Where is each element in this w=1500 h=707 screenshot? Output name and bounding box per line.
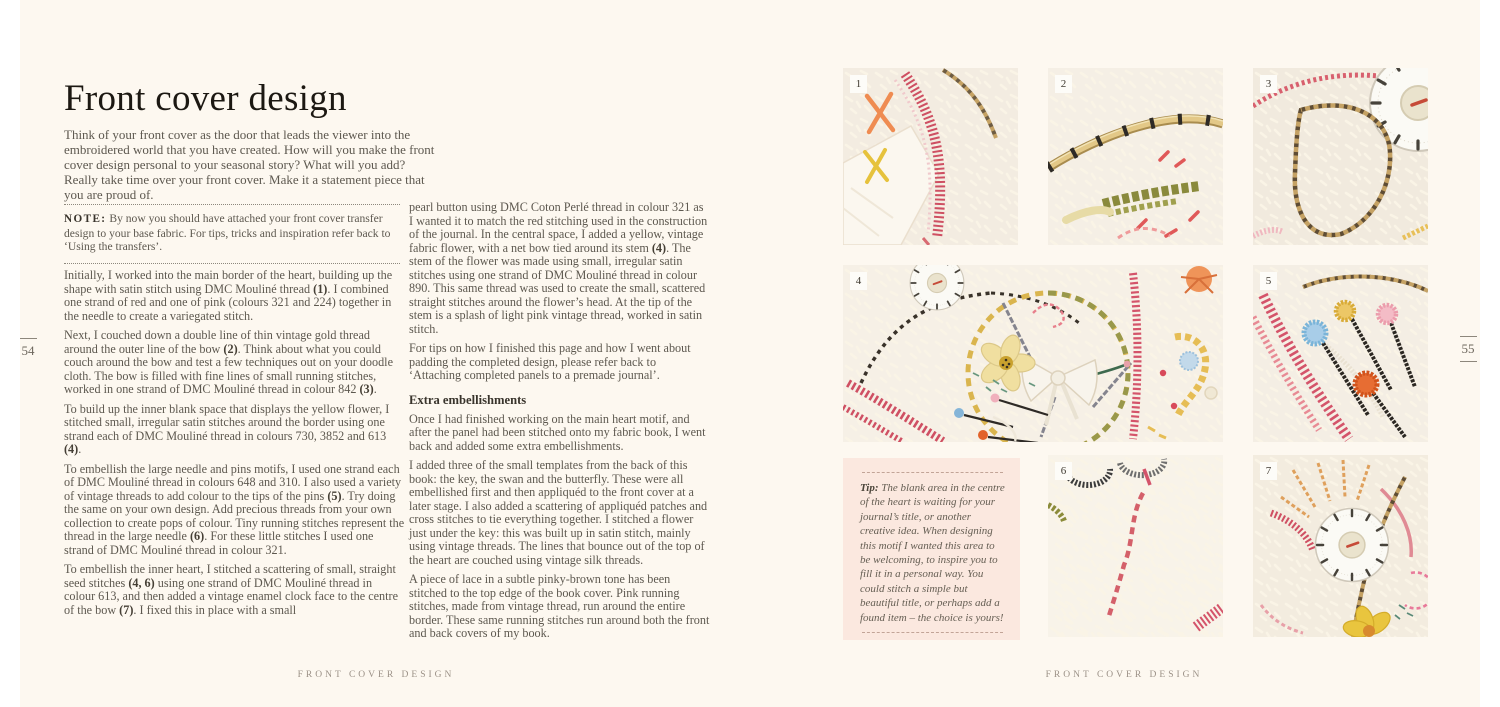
intro-paragraph: Think of your front cover as the door that leads the viewer into the embroidered world that you have created. How will you make the front cover design personal to your seasonal story? What will you add? Really take time over your front cover. Make it a statement piece that you are proud of.	[64, 127, 435, 202]
figure-number-badge: 3	[1260, 75, 1277, 93]
paragraph: For tips on how I finished this page and how I went about padding the completed design, please refer back to ‘Attaching completed panels to a premade journal’.	[409, 341, 691, 382]
figure-number-badge: 2	[1055, 75, 1072, 93]
figure-1-photo	[843, 68, 1018, 245]
figure-number-badge: 7	[1260, 462, 1277, 480]
page-number-value: 54	[21, 343, 35, 358]
tip-rule-bottom	[862, 632, 1003, 633]
paragraph: To embellish the inner heart, I stitched a scattering of small, straight seed stitches (4, 6) using one strand of DMC Mouliné thread in colour 613, and then added a vintage enamel clock face to the centre of the bow (7). I fixed this in place with a small	[64, 562, 398, 617]
figure-number-badge: 6	[1055, 462, 1072, 480]
embroidery-seed-stitches-illustration	[1048, 455, 1223, 637]
figure-7-photo	[1253, 455, 1428, 637]
embroidery-centre-motif-illustration	[843, 265, 1223, 442]
orange-pin-head	[1355, 373, 1377, 395]
paragraph: To embellish the large needle and pins motifs, I used one strand each of DMC Mouliné thread in colours 648 and 310. I also used a variety of vintage threads to add colour to the tips of the pins (5). Try doing the same on your own design. Add precious threads from your own collection to create pops of colour. Tiny running stitches represent the thread in the large needle (6). For these little stitches I used one strand of DMC Mouliné thread in colour 321.	[64, 461, 405, 557]
paragraph: pearl button using DMC Coton Perlé thread in colour 321 as I wanted it to match the red stitching used in the construction of the journal. In the central space, I added a yellow, vintage fabric flower, with a net bow tied around its stem (4). The stem of the flower was made using small, irregular satin stitches using one strand of DMC Mouliné thread in colour 890. This same thread was used to create the small, scattered straight stitches around the flower’s head. At the tip of the stem is a splash of light pink vintage thread, worked in satin stitch.	[409, 200, 708, 336]
pink-pin-head	[1378, 305, 1396, 323]
page-number-rule	[1460, 336, 1477, 337]
figure-2-photo	[1048, 68, 1223, 245]
clock-face-icon	[1316, 509, 1389, 582]
tip-rule-top	[862, 472, 1003, 473]
paragraph: Once I had finished working on the main heart motif, and after the panel had been stitched onto my fabric book, I went back and added some extra embellishments.	[409, 411, 706, 453]
embroidery-pins-illustration	[1253, 265, 1428, 442]
tip-box	[843, 458, 1020, 640]
tip-paragraph	[860, 481, 1005, 625]
figure-4-photo	[843, 265, 1223, 442]
paragraph: Initially, I worked into the main border of the heart, building up the shape with satin stitch using DMC Mouliné thread (1). I combined one strand of red and one of pink (colours 321 and 224) together in the needle to create a variegated stitch.	[64, 268, 393, 323]
embroidery-clock-button-illustration	[1253, 455, 1428, 637]
book-spread	[20, 0, 1480, 707]
note-text: By now you should have attached your front cover transfer design to your base fabric. For tips, tricks and inspiration refer back to ‘Using the transfers’.	[64, 212, 391, 254]
section-heading: Extra embellishments	[409, 392, 527, 407]
paragraph: To build up the inner blank space that displays the yellow flower, I stitched small, irregular satin stitches around the border using one strand each of DMC Mouliné thread in colours 730, 3852 and 613 (4).	[64, 401, 390, 456]
body-column-2	[409, 201, 710, 647]
paragraph: Next, I couched down a double line of thin vintage gold thread around the outer line of the bow (2). Think about what you could couch around the bow and test a few techniques out on your doodle cloth. The bow is filled with fine lines of small running stitches, worked in one strand of DMC Mouliné thread in colour 842 (3).	[64, 328, 393, 396]
figure-6-photo	[1048, 455, 1223, 637]
embroidery-beaded-outline-illustration	[1253, 68, 1428, 245]
yellow-pin-head	[1336, 302, 1354, 320]
page-number-rule	[1460, 361, 1477, 362]
page-number-value: 55	[1461, 341, 1475, 356]
figure-5-photo	[1253, 265, 1428, 442]
body-column-1	[64, 269, 405, 623]
running-footer-left: FRONT COVER DESIGN	[297, 670, 455, 680]
paragraph: A piece of lace in a subtle pinky-brown tone has been stitched to the top edge of the book cover. Pink running stitches, made from vintage thread, run around the entire border. These same running stitches run around both the front and back covers of my book.	[409, 572, 710, 640]
page-number-right	[1448, 336, 1488, 362]
note-box	[64, 204, 400, 264]
tip-text: The blank area in the centre of the heart is waiting for your journal’s title, or another creative idea. When designing this motif I wanted this area to be welcoming, to inspire you to fill it in a personal way. You could stitch a simple but beautiful title, or perhaps add a found item – the choice is yours!	[860, 482, 1005, 624]
page-number-left	[8, 338, 48, 359]
note-label: NOTE:	[64, 213, 107, 225]
page-title: Front cover design	[64, 77, 347, 119]
figure-number-badge: 1	[850, 75, 867, 93]
embroidery-gold-couching-illustration	[1048, 68, 1223, 245]
figure-3-photo	[1253, 68, 1428, 245]
tip-label: Tip:	[860, 482, 879, 494]
paragraph: I added three of the small templates from the back of this book: the key, the swan and the butterfly. These were all embellished first and then appliquéd to the front cover at a later stage. I also added a scattering of appliquéd patches and cross stitches to tie everything together. I stitched a flower just under the key: this was built up in satin stitch, mainly using vintage threads. The lines that bounce out of the top of the heart are couched using vintage silk threads.	[409, 458, 708, 567]
blue-pin-head	[1304, 322, 1326, 344]
page-number-rule	[20, 338, 37, 339]
note-paragraph	[64, 212, 400, 254]
running-footer-right: FRONT COVER DESIGN	[1045, 670, 1203, 680]
figure-number-badge: 5	[1260, 272, 1277, 290]
body-column-2-top	[409, 201, 710, 383]
embroidery-red-satin-border-illustration	[843, 68, 1018, 245]
body-column-2-bottom	[409, 413, 710, 641]
figure-number-badge: 4	[850, 272, 867, 290]
